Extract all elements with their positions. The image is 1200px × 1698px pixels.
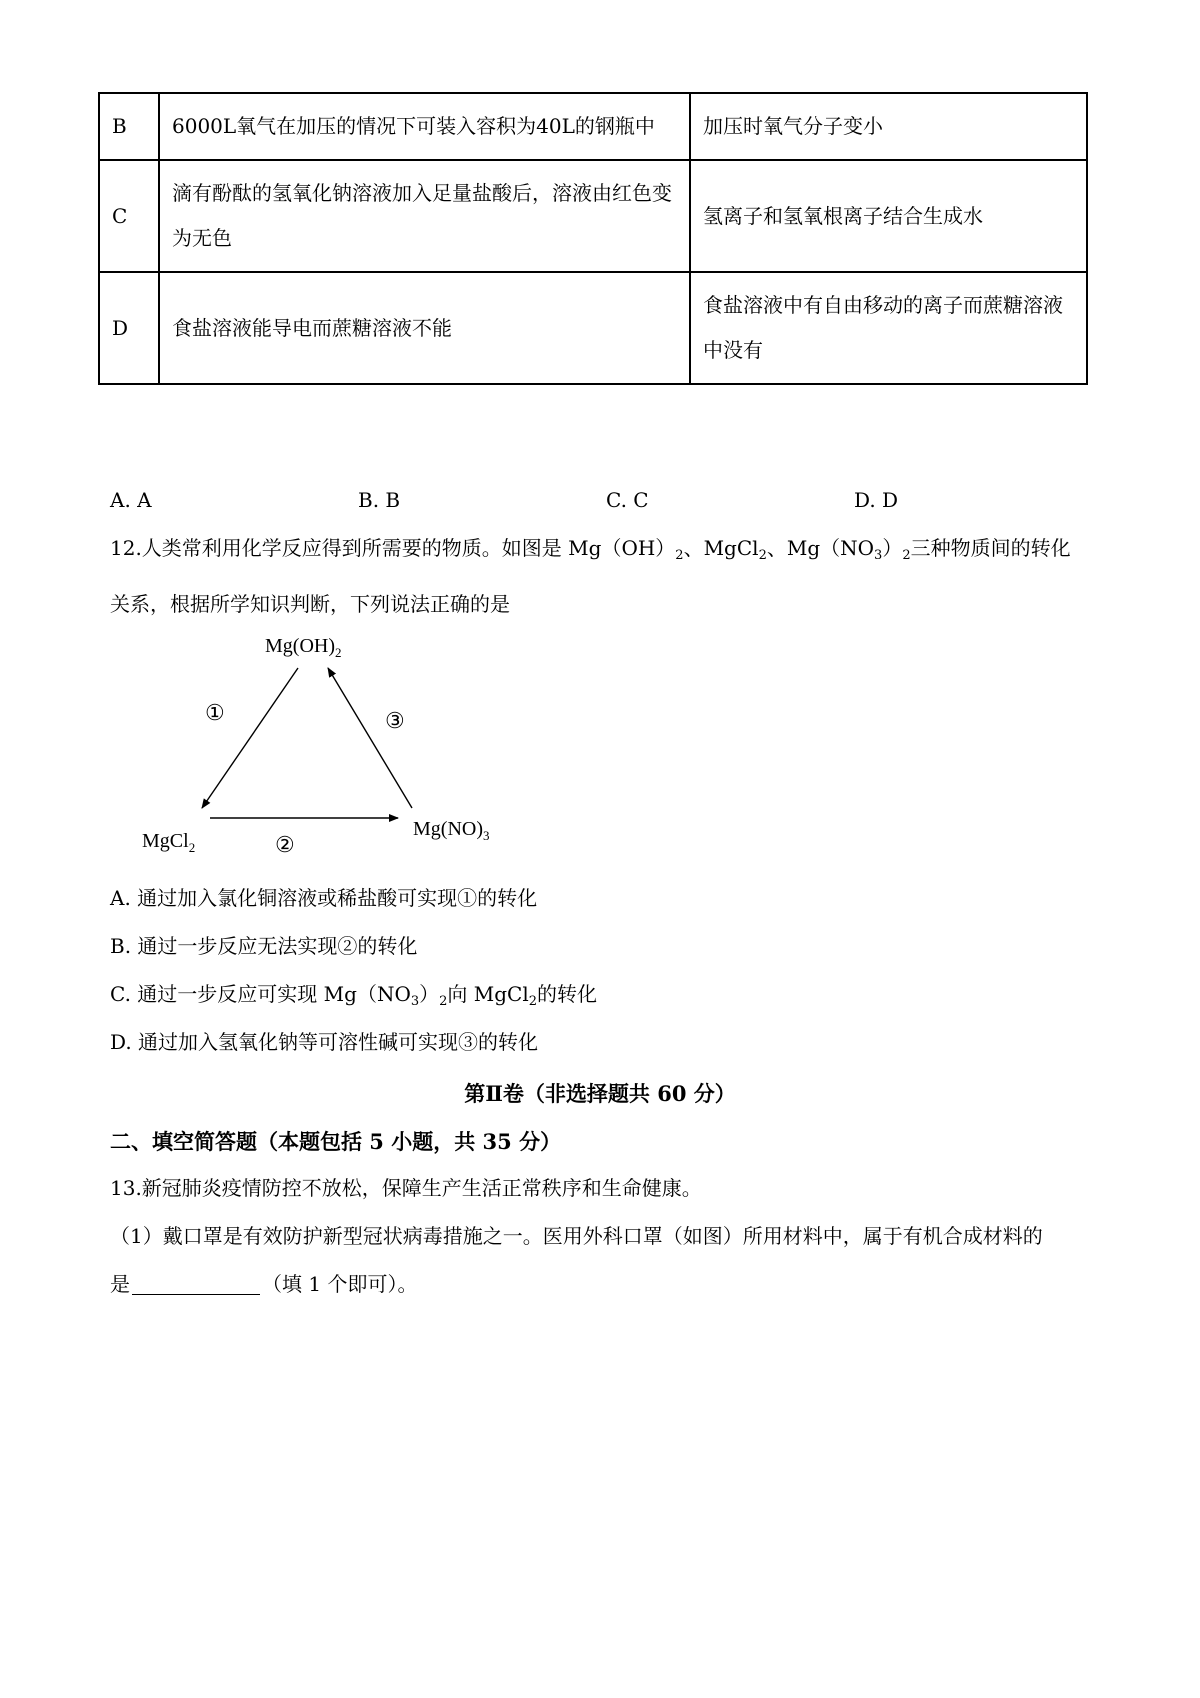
arrow-3	[328, 668, 412, 808]
row-letter: B	[99, 93, 159, 160]
subscript: 2	[675, 548, 684, 563]
row-explanation: 氢离子和氢氧根离子结合生成水	[690, 160, 1087, 272]
conversion-diagram	[130, 620, 510, 860]
row-phenomenon: 滴有酚酞的氢氧化钠溶液加入足量盐酸后，溶液由红色变为无色	[159, 160, 690, 272]
part-title: 二、填空简答题（本题包括 5 小题，共 35 分）	[110, 1129, 562, 1154]
arrow-1	[202, 668, 298, 808]
subscript: 3	[874, 548, 883, 563]
q12-option-d[interactable]: D. 通过加入氢氧化钠等可溶性碱可实现③的转化	[110, 1030, 539, 1054]
q13-sub1-suffix: （填 1 个即可）。	[262, 1272, 418, 1296]
label-1: ①	[205, 700, 225, 725]
q12-stem-text: 12.人类常利用化学反应得到所需要的物质。如图是 Mg（OH）	[110, 536, 676, 560]
q11-options	[110, 488, 1100, 518]
node-mg-no3: $Mg(NO)_3$	[413, 818, 490, 843]
row-explanation: 加压时氧气分子变小	[690, 93, 1087, 160]
q12-stem-line2: 关系，根据所学知识判断，下列说法正确的是	[110, 592, 510, 616]
q13-sub1	[110, 1212, 1100, 1308]
subscript: 2	[439, 994, 448, 1009]
comparison-table	[98, 92, 1088, 385]
section-title: 第Ⅱ卷（非选择题共 60 分）	[464, 1081, 736, 1106]
q12-stem-text: 、MgCl	[683, 536, 759, 560]
q12-option-c-text: C. 通过一步反应可实现 Mg（NO	[110, 982, 411, 1006]
q12-option-c-text: 向 MgCl	[447, 982, 529, 1006]
subscript: 2	[758, 548, 767, 563]
q13-sub1-line1: （1）戴口罩是有效防护新型冠状病毒措施之一。医用外科口罩（如图）所用材料中，属于有机合成材料的	[110, 1224, 1043, 1248]
q12-option-c-text: 的转化	[537, 982, 598, 1006]
q13-sub1-prefix: 是	[110, 1272, 130, 1296]
q12-stem-text: 三种物质间的转化	[910, 536, 1071, 560]
row-phenomenon: 6000L氧气在加压的情况下可装入容积为40L的钢瓶中	[159, 93, 690, 160]
q12-option-c-text: ）	[419, 982, 440, 1006]
q12-option-a[interactable]: A. 通过加入氯化铜溶液或稀盐酸可实现①的转化	[110, 886, 538, 910]
subscript: 2	[528, 994, 538, 1009]
node-mgcl2: MgCl$_2$	[142, 830, 196, 855]
label-2: ②	[275, 832, 295, 857]
q13-stem: 13.新冠肺炎疫情防控不放松，保障生产生活正常秩序和生命健康。	[110, 1176, 702, 1200]
subscript: 3	[410, 994, 420, 1009]
subscript: 2	[902, 548, 911, 563]
phenomenon-explanation-table	[98, 92, 1088, 385]
q11-option-a[interactable]: A. A	[110, 488, 152, 512]
q12-stem-text: 、Mg（NO	[766, 536, 875, 560]
q12-option-b[interactable]: B. 通过一步反应无法实现②的转化	[110, 934, 418, 958]
table-row	[99, 160, 1087, 272]
q11-option-d[interactable]: D. D	[854, 488, 899, 512]
row-letter: D	[99, 272, 159, 384]
row-explanation: 食盐溶液中有自由移动的离子而蔗糖溶液中没有	[690, 272, 1087, 384]
table-row	[99, 272, 1087, 384]
q12-stem	[110, 524, 1100, 628]
q11-option-b[interactable]: B. B	[358, 488, 401, 512]
answer-blank[interactable]	[132, 1272, 260, 1295]
q12-stem-text: ）	[882, 536, 903, 560]
conversion-diagram-svg	[130, 620, 510, 860]
label-3: ③	[385, 708, 405, 733]
q11-option-c[interactable]: C. C	[606, 488, 649, 512]
table-row	[99, 93, 1087, 160]
row-letter: C	[99, 160, 159, 272]
node-mg-oh2: $Mg(OH)_2$	[265, 635, 342, 660]
row-phenomenon: 食盐溶液能导电而蔗糖溶液不能	[159, 272, 690, 384]
